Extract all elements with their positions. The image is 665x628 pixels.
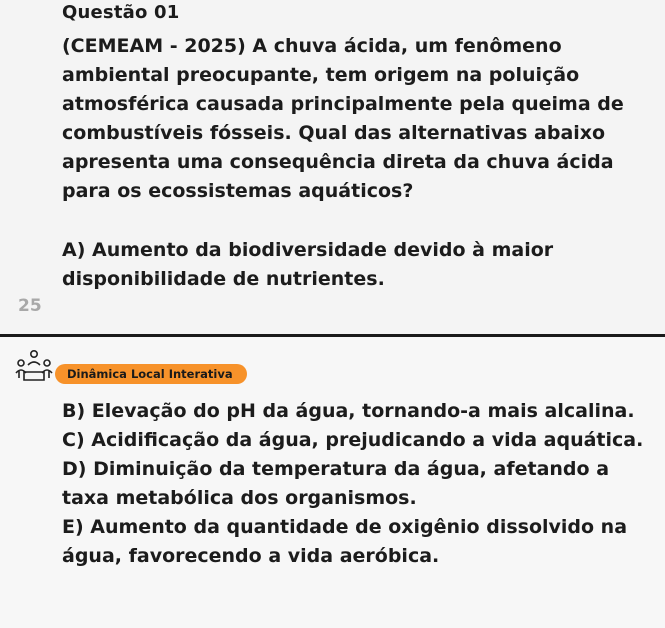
question-title: Questão 01	[62, 2, 180, 23]
option-e[interactable]: E) Aumento da quantidade de oxigênio dissolvido na água, favorecendo a vida aeróbica.	[62, 516, 628, 567]
group-people-icon	[14, 349, 54, 383]
option-b[interactable]: B) Elevação do pH da água, tornando-a mais alcalina.	[62, 400, 635, 422]
option-d[interactable]: D) Diminuição da temperatura da água, afetando a taxa metabólica dos organismos.	[62, 458, 610, 509]
options-list	[62, 397, 654, 571]
option-c[interactable]: C) Acidificação da água, prejudicando a vida aquática.	[62, 429, 644, 451]
option-a[interactable]: A) Aumento da biodiversidade devido à maior disponibilidade de nutrientes.	[62, 239, 554, 290]
page-number: 25	[18, 296, 42, 316]
section-badge: Dinâmica Local Interativa	[55, 364, 247, 384]
question-stem: (CEMEAM - 2025) A chuva ácida, um fenômeno ambiental preocupante, tem origem na poluição atmosférica causada principalmente pela queima de combustíveis fósseis. Qual das alternativas abaixo apresenta uma consequência direta da chuva ácida para os ecossistemas aquáticos?	[62, 35, 624, 202]
